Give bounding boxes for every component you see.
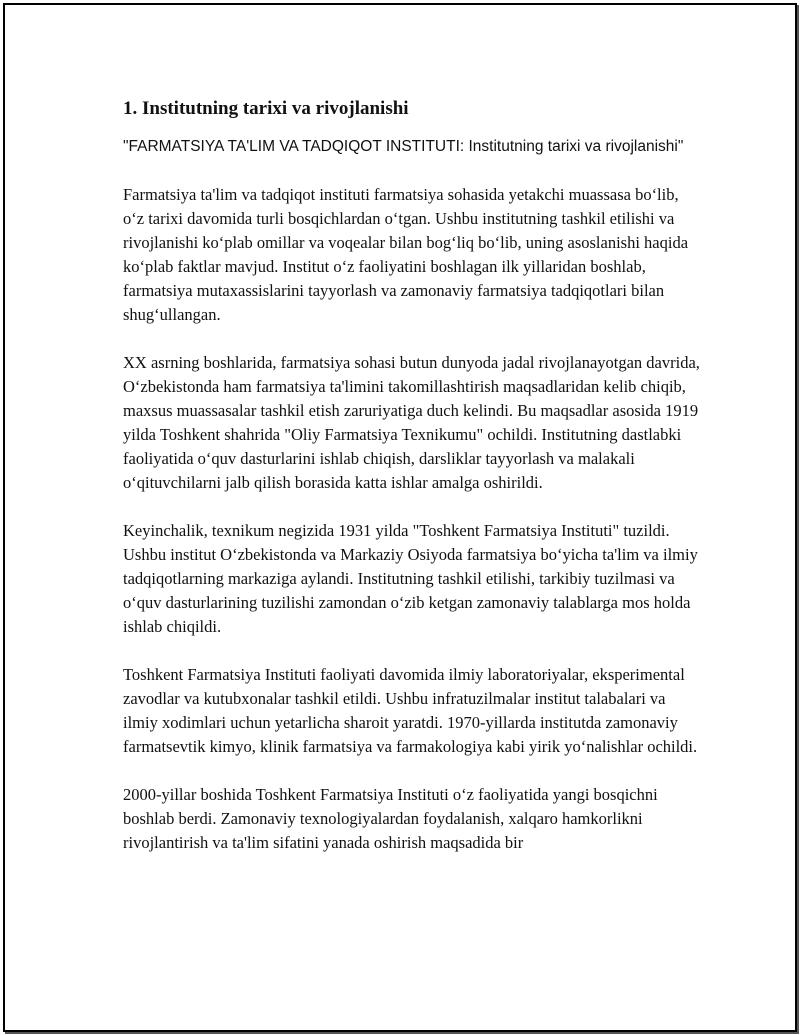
paragraph-4: Toshkent Farmatsiya Instituti faoliyati davomida ilmiy laboratoriyalar, eksperimental zavodlar va kutubxonalar tashkil etildi. Ushbu infratuzilmalar institut talabalari va ilmiy xodimlari uchun yetarlicha sharoit yaratdi. 1970-yillarda institutda zamonaviy farmatsevtik kimyo, klinik farmatsiya va farmakologiya kabi yirik yoʻnalishlar ochildi. (123, 665, 698, 756)
document-page (3, 3, 797, 1032)
document-body (123, 97, 703, 879)
section-heading: 1. Institutning tarixi va rivojlanishi (123, 98, 409, 119)
document-subtitle: "FARMATSIYA TA'LIM VA TADQIQOT INSTITUTI: Institutning tarixi va rivojlanishi" (123, 138, 684, 155)
paragraph-3: Keyinchalik, texnikum negizida 1931 yilda "Toshkent Farmatsiya Instituti" tuzildi. Ushbu institut Oʻzbekistonda va Markaziy Osiyoda farmatsiya boʻyicha ta'lim va ilmiy tadqiqotlarning markaziga aylandi. Institutning tashkil etilishi, tarkibiy tuzilmasi va oʻquv dasturlarining tuzilishi zamondan oʻzib ketgan zamonaviy talablarga mos holda ishlab chiqildi. (123, 521, 698, 636)
paragraph-1: Farmatsiya ta'lim va tadqiqot instituti farmatsiya sohasida yetakchi muassasa boʻlib, oʻz tarixi davomida turli bosqichlardan oʻtgan. Ushbu institutning tashkil etilishi va rivojlanishi koʻplab omillar va voqealar bilan bogʻliq boʻlib, uning asoslanishi haqida koʻplab faktlar mavjud. Institut oʻz faoliyatini boshlagan ilk yillaridan boshlab, farmatsiya mutaxassislarini tayyorlash va zamonaviy farmatsiya tadqiqotlari bilan shugʻullangan. (123, 185, 689, 324)
paragraph-2: XX asrning boshlarida, farmatsiya sohasi butun dunyoda jadal rivojlanayotgan davrida, Oʻzbekistonda ham farmatsiya ta'limini takomillashtirish maqsadlaridan kelib chiqib, maxsus muassasalar tashkil etish zaruriyatiga duch kelindi. Bu maqsadlar asosida 1919 yilda Toshkent shahrida "Oliy Farmatsiya Texnikumu" ochildi. Institutning dastlabki faoliyatida oʻquv dasturlarini ishlab chiqish, darsliklar tayyorlash va malakali oʻqituvchilarni jalb qilish borasida katta ishlar amalga oshirildi. (123, 353, 700, 492)
paragraph-5: 2000-yillar boshida Toshkent Farmatsiya Instituti oʻz faoliyatida yangi bosqichni boshlab berdi. Zamonaviy texnologiyalardan foydalanish, xalqaro hamkorlikni rivojlantirish va ta'lim sifatini yanada oshirish maqsadida bir (123, 785, 658, 852)
